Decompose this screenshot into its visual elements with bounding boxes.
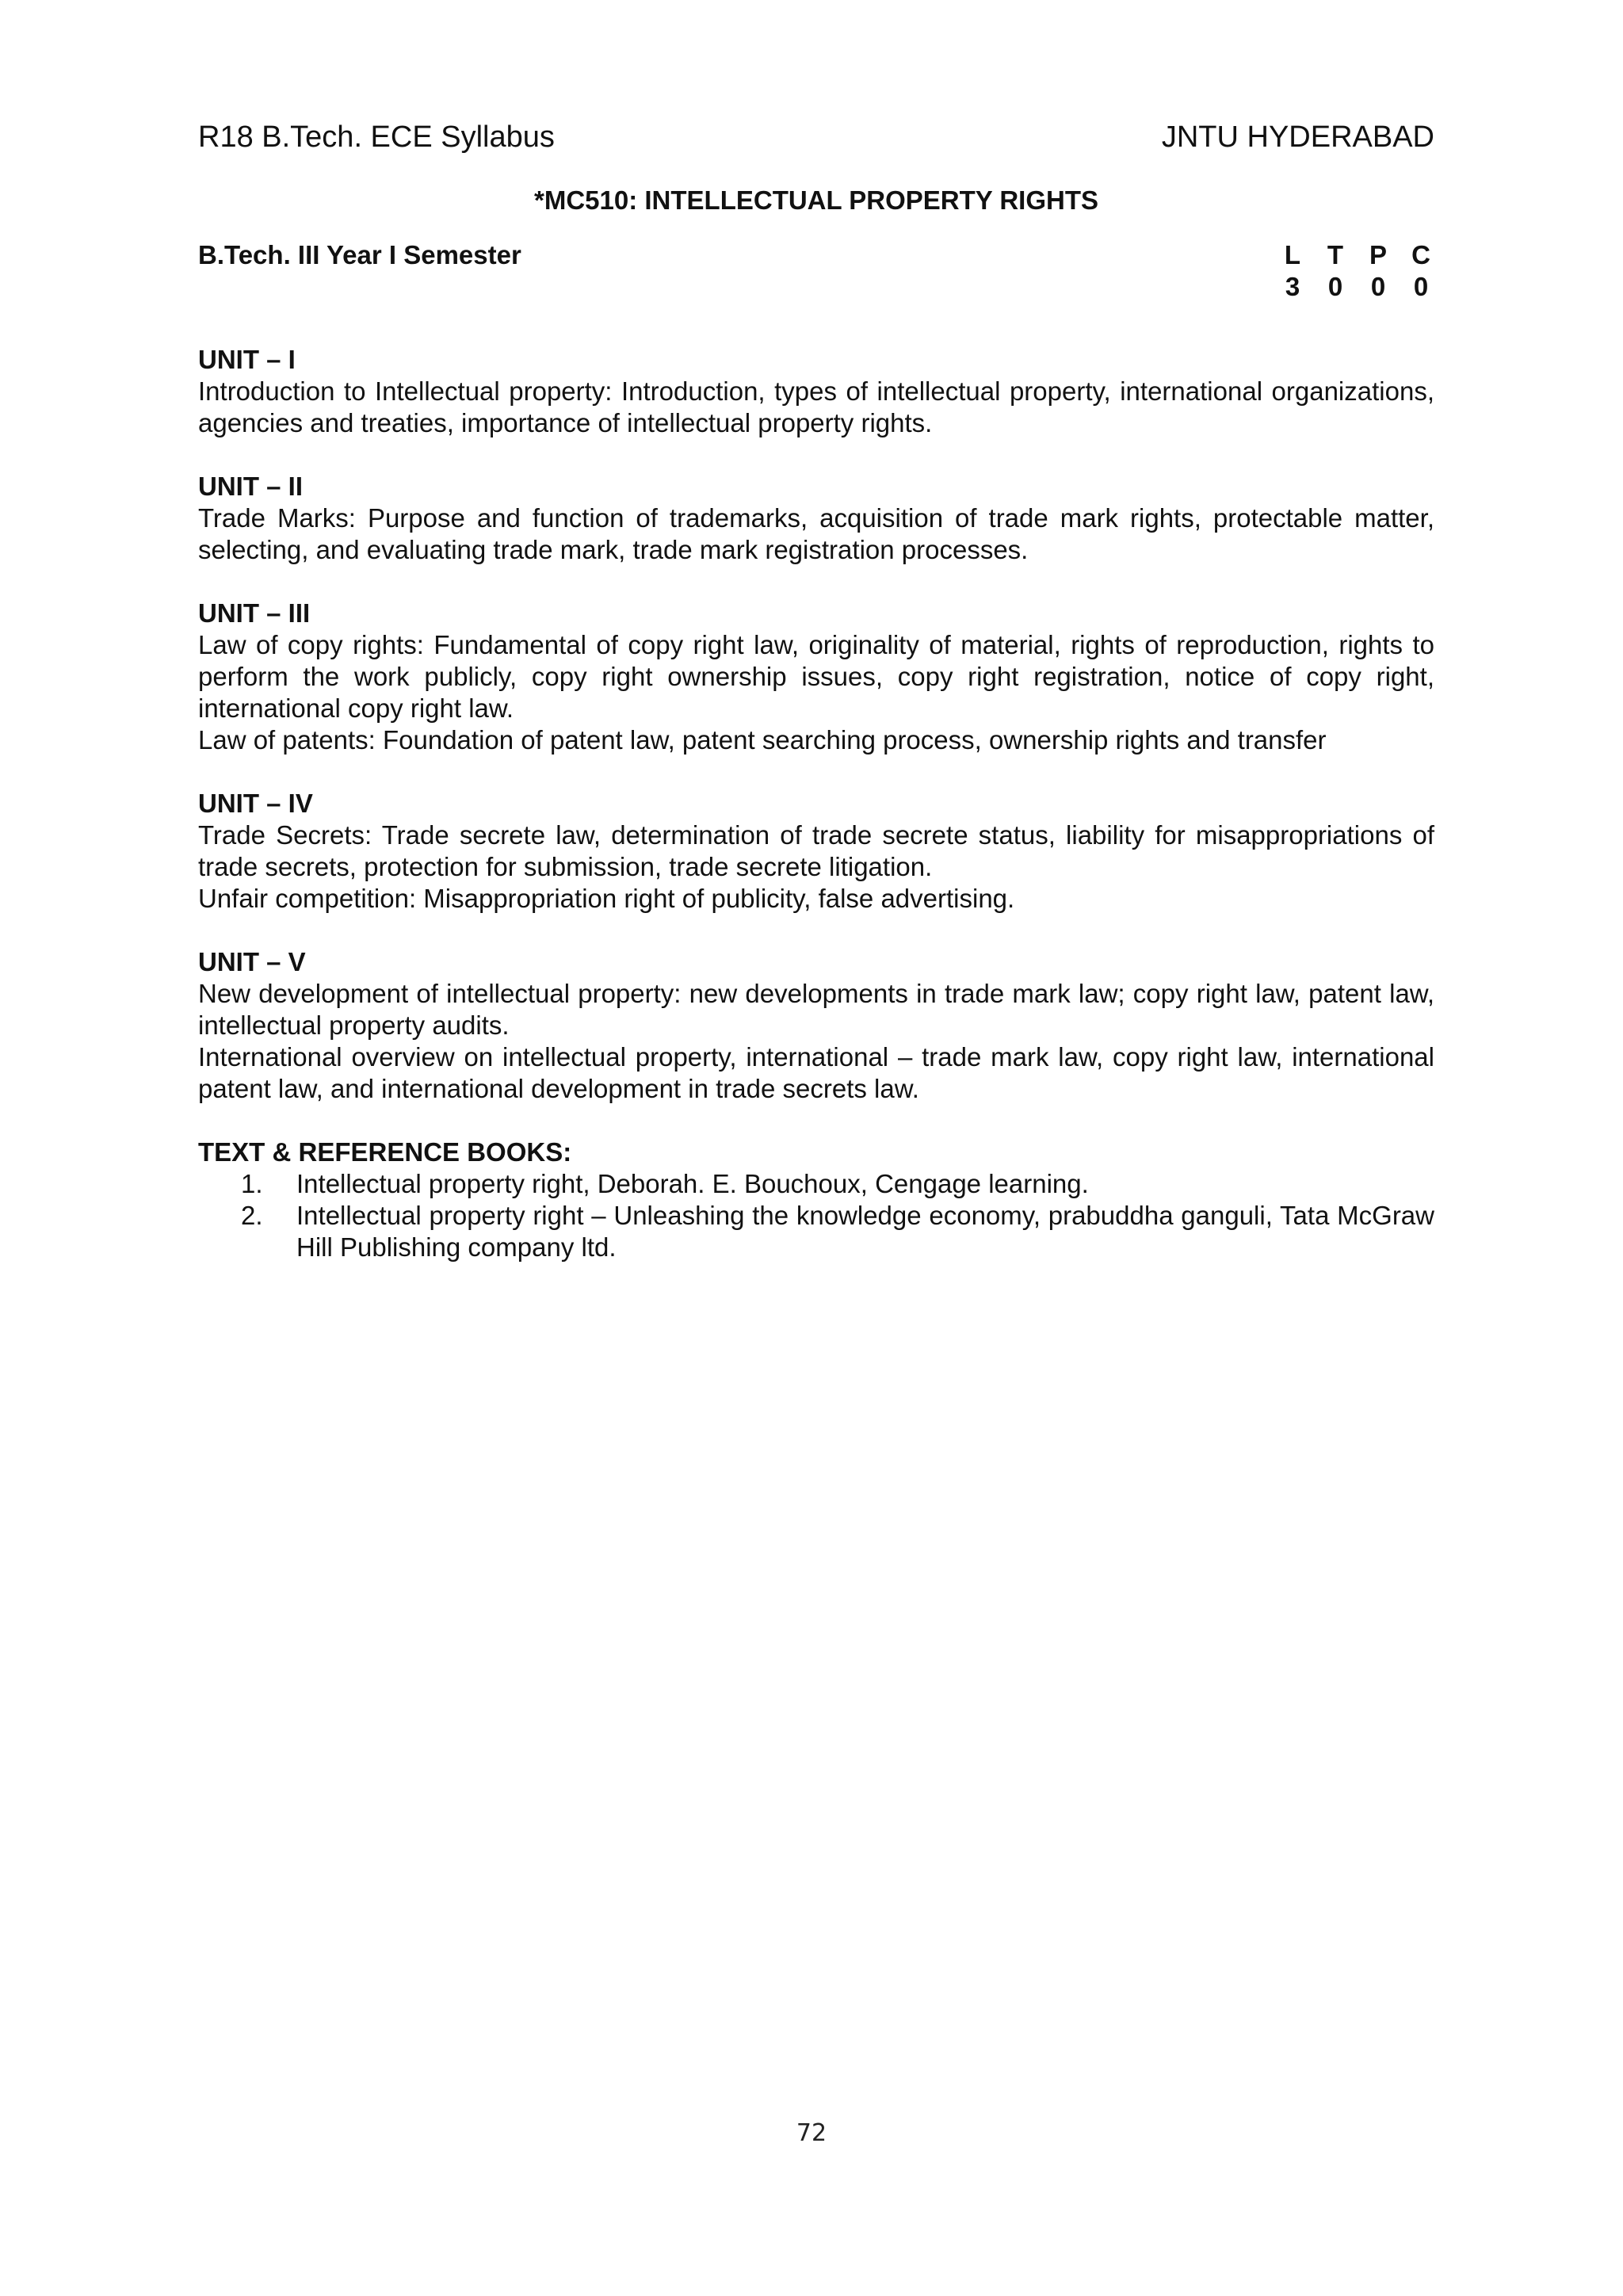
unit-4 — [198, 788, 1434, 915]
ltpc-label-l: L — [1284, 240, 1301, 269]
unit-paragraph: Trade Marks: Purpose and function of trademarks, acquisition of trade mark rights, protectable matter, selecting, and evaluating trade mark, trade mark registration processes. — [198, 503, 1434, 564]
unit-paragraph: Law of patents: Foundation of patent law, patent searching process, ownership rights and transfer — [198, 725, 1327, 755]
unit-paragraph: Trade Secrets: Trade secrete law, determination of trade secrete status, liability for misappropriations of trade secrets, protection for submission, trade secrete litigation. — [198, 820, 1434, 881]
ltpc-value-p: 0 — [1370, 272, 1386, 301]
course-title: *MC510: INTELLECTUAL PROPERTY RIGHTS — [533, 185, 1099, 215]
unit-heading: UNIT – I — [198, 345, 296, 374]
header-right: JNTU HYDERABAD — [1161, 120, 1434, 154]
ltpc-table — [1271, 239, 1442, 303]
ltpc-value-t: 0 — [1327, 272, 1343, 301]
unit-heading: UNIT – V — [198, 947, 306, 976]
ltpc-value-c: 0 — [1413, 272, 1429, 301]
page-number: 72 — [796, 2119, 827, 2147]
list-item — [198, 1200, 1434, 1263]
unit-paragraph: Law of copy rights: Fundamental of copy right law, originality of material, rights of reproduction, rights to perform the work publicly, copy right ownership issues, copy right registration, notice of copy right, international copy right law. — [198, 630, 1434, 723]
unit-heading: UNIT – III — [198, 598, 311, 628]
ltpc-value-l: 3 — [1285, 272, 1300, 301]
running-header — [198, 111, 1434, 163]
unit-paragraph: Introduction to Intellectual property: Introduction, types of intellectual property, international organizations, agencies and treaties, importance of intellectual property rights. — [198, 376, 1434, 437]
unit-paragraph: New development of intellectual property: new developments in trade mark law; copy right law, patent law, intellectual property audits. — [198, 979, 1434, 1040]
semester-row — [198, 239, 1434, 303]
unit-heading: UNIT – IV — [198, 789, 313, 818]
references-heading: TEXT & REFERENCE BOOKS: — [198, 1137, 572, 1167]
unit-1 — [198, 344, 1434, 439]
ltpc-label-p: P — [1369, 240, 1387, 269]
syllabus-page — [198, 111, 1434, 2187]
unit-2 — [198, 471, 1434, 566]
ltpc-label-c: C — [1411, 240, 1430, 269]
reference-books — [198, 1137, 1434, 1263]
ltpc-label-t: T — [1327, 240, 1344, 269]
unit-5 — [198, 946, 1434, 1105]
reference-number: 1. — [241, 1169, 263, 1198]
unit-paragraph: International overview on intellectual property, international – trade mark law, copy right law, international patent law, and international development in trade secrets law. — [198, 1042, 1434, 1103]
reference-number: 2. — [241, 1201, 263, 1230]
reference-text: Intellectual property right – Unleashing the knowledge economy, prabuddha ganguli, Tata McGraw Hill Publishing company ltd. — [296, 1201, 1434, 1262]
header-left: R18 B.Tech. ECE Syllabus — [198, 120, 555, 154]
list-item — [198, 1168, 1434, 1200]
unit-heading: UNIT – II — [198, 472, 304, 501]
reference-list — [198, 1168, 1434, 1263]
reference-text: Intellectual property right, Deborah. E. Bouchoux, Cengage learning. — [296, 1169, 1089, 1198]
semester-label: B.Tech. III Year I Semester — [198, 240, 521, 269]
unit-3 — [198, 598, 1434, 756]
unit-paragraph: Unfair competition: Misappropriation right of publicity, false advertising. — [198, 884, 1015, 913]
